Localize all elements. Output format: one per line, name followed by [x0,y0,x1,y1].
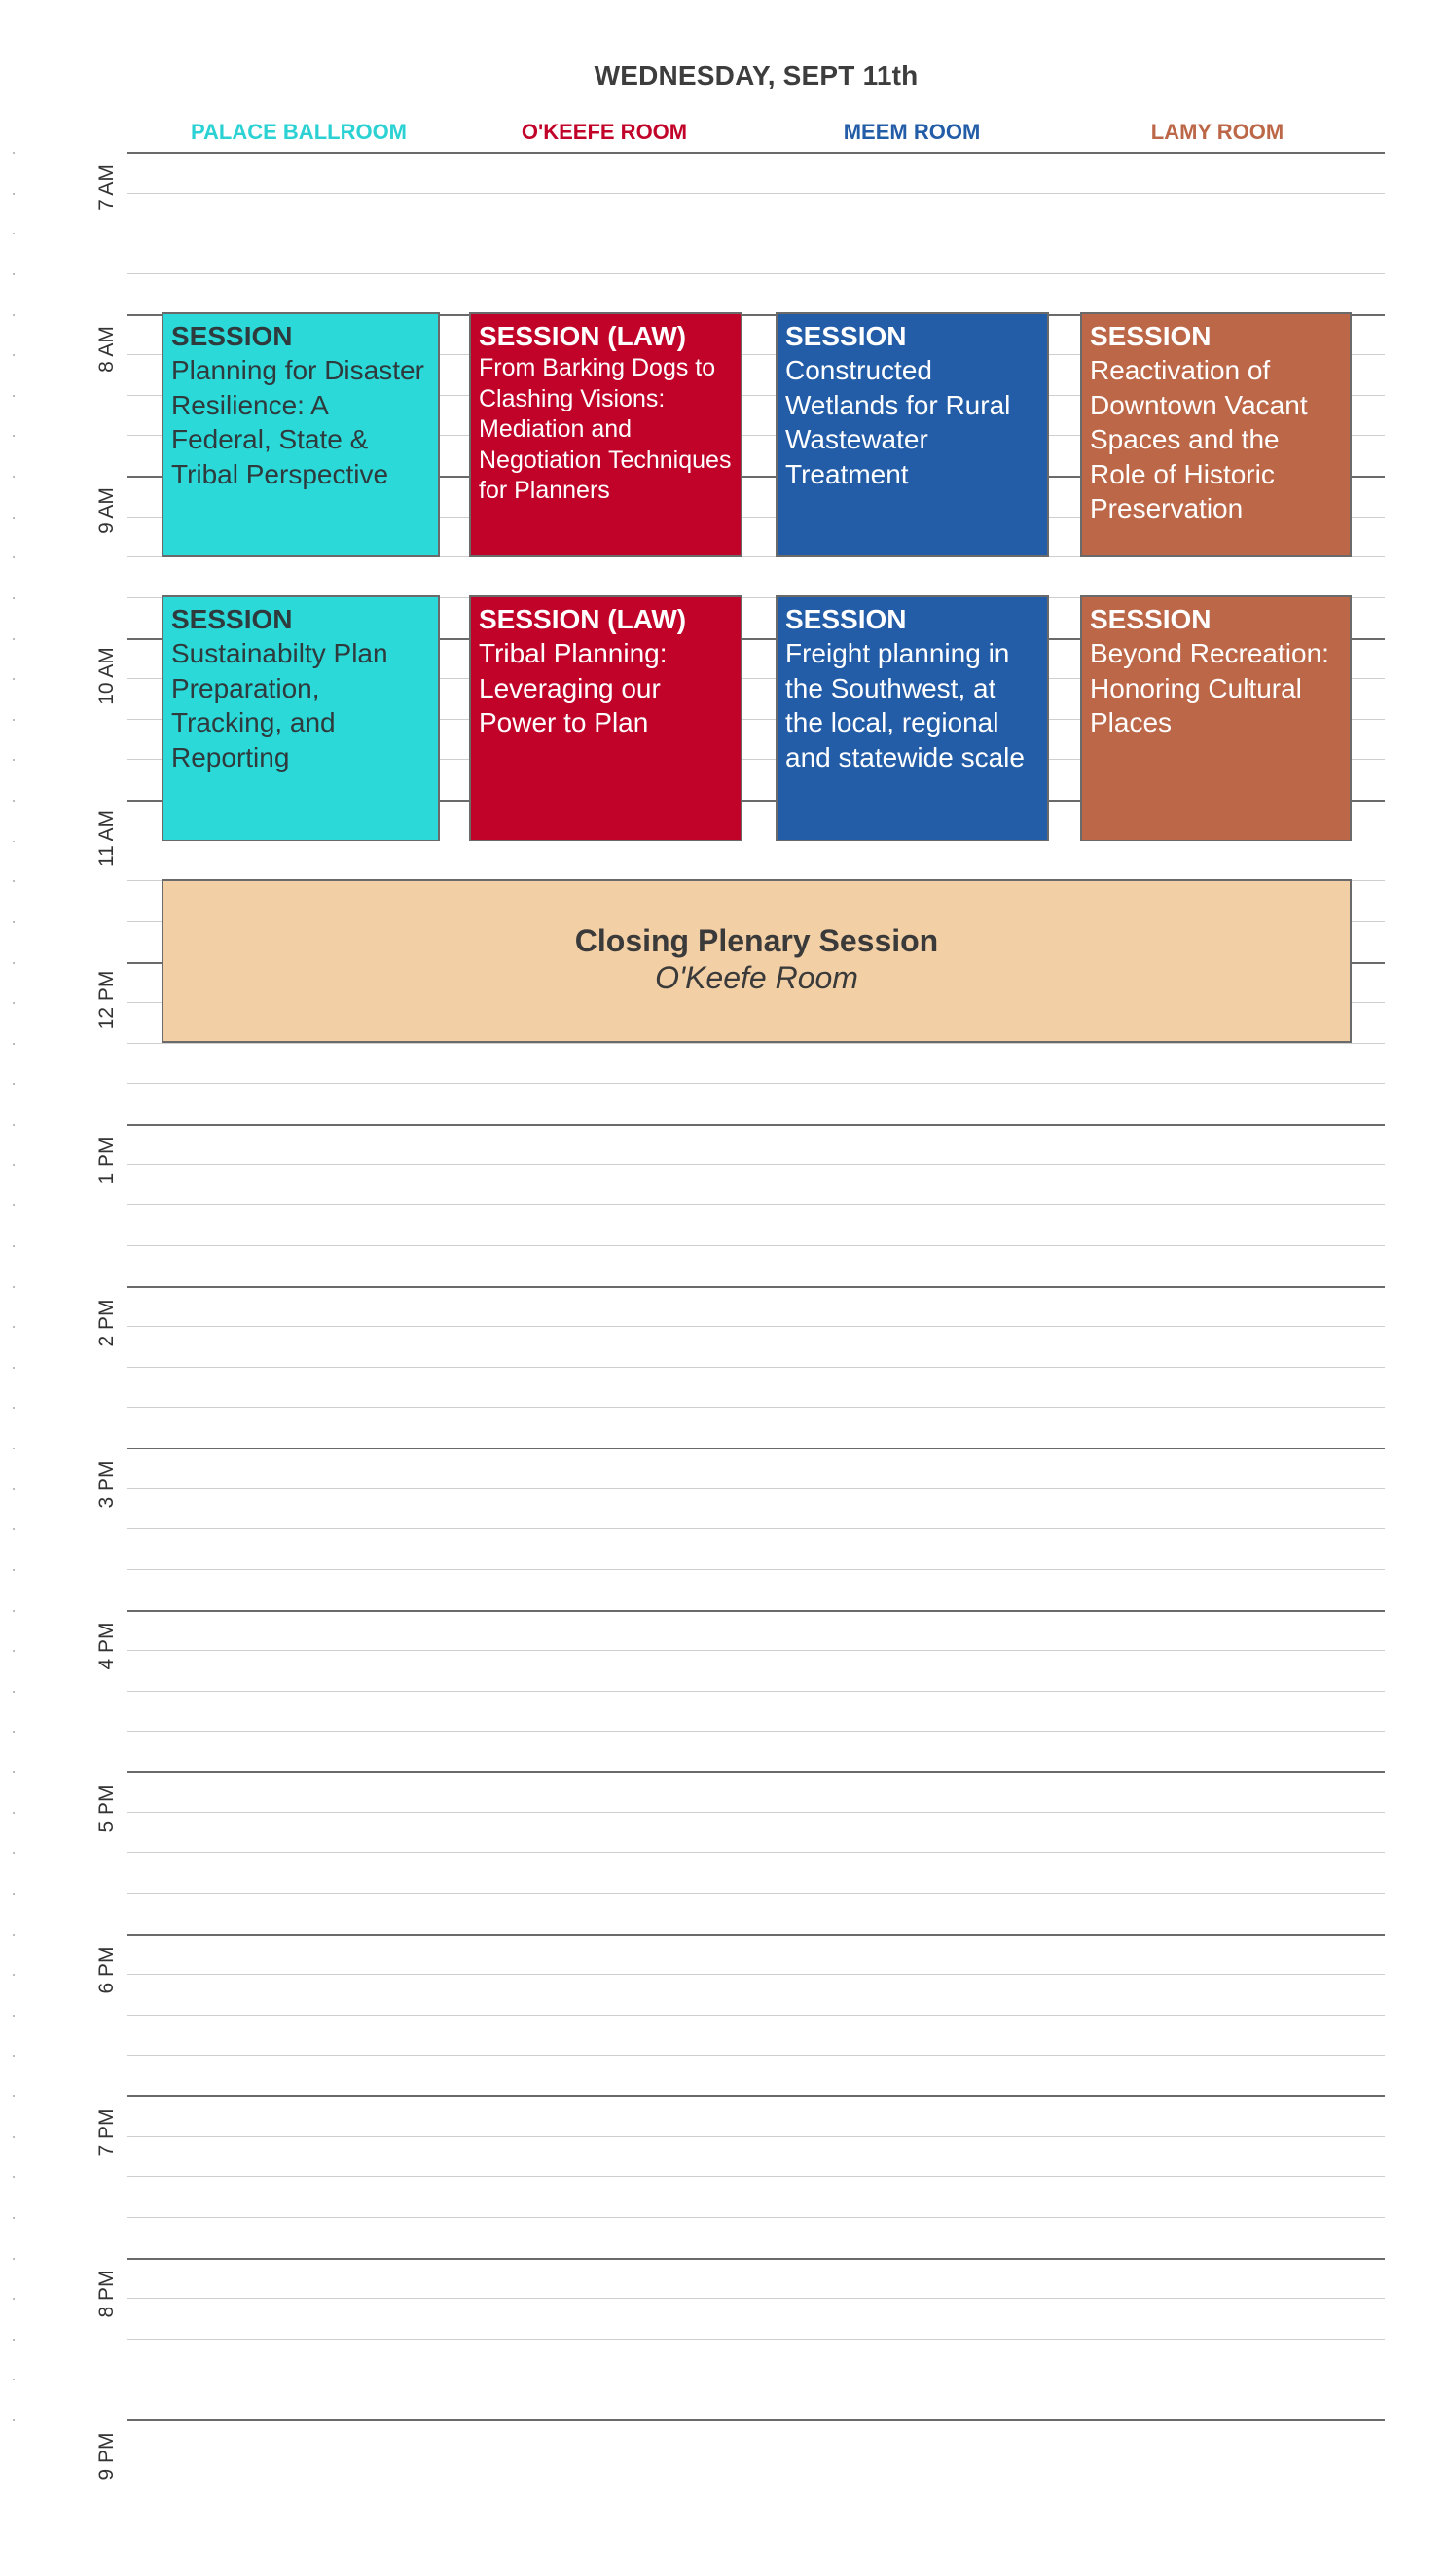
margin-tick [13,800,15,802]
quarter-gridline [127,1407,1385,1408]
margin-tick [13,1367,15,1369]
margin-tick [13,759,15,761]
time-label: 5 PM [95,1784,118,1833]
margin-tick [13,2379,15,2380]
session-card[interactable] [776,595,1049,841]
margin-tick [13,1771,15,1773]
time-label: 2 PM [95,1299,118,1347]
session-card[interactable] [162,312,440,557]
quarter-gridline [127,1326,1385,1327]
margin-tick [13,1569,15,1571]
session-heading: SESSION (LAW) [479,321,687,351]
time-label: 12 PM [95,970,118,1030]
time-label: 8 AM [95,326,118,373]
quarter-gridline [127,1569,1385,1570]
margin-tick [13,2136,15,2138]
margin-tick [13,880,15,882]
plenary-title: Closing Plenary Session [574,923,939,958]
margin-tick [13,2217,15,2219]
hour-gridline [127,1124,1385,1126]
session-card[interactable] [1080,595,1352,841]
quarter-gridline [127,1650,1385,1651]
quarter-gridline [127,1528,1385,1529]
time-label: 9 PM [95,2432,118,2481]
time-label: 7 PM [95,2108,118,2157]
time-label: 3 PM [95,1460,118,1509]
margin-tick [13,1488,15,1490]
margin-tick [13,1974,15,1976]
room-header-palace-ballroom: PALACE BALLROOM [190,120,408,144]
session-card[interactable] [776,312,1049,557]
margin-tick [13,556,15,558]
margin-tick [13,2055,15,2057]
time-label: 8 PM [95,2270,118,2318]
quarter-gridline [127,2339,1385,2340]
margin-tick [13,1204,15,1206]
quarter-gridline [127,2055,1385,2056]
session-title: Freight planning in the Southwest, at the local, regional and statewide scale [785,638,1025,772]
margin-tick [13,517,15,519]
margin-tick [13,1245,15,1247]
room-header-okeefe-room: O'KEEFE ROOM [521,120,688,144]
margin-tick [13,435,15,437]
hour-gridline [127,1771,1385,1773]
margin-tick [13,1731,15,1733]
margin-tick [13,2339,15,2341]
margin-tick [13,1164,15,1166]
session-heading: SESSION [171,604,293,634]
hour-gridline [127,1448,1385,1449]
hour-gridline [127,2419,1385,2421]
margin-tick [13,1691,15,1693]
margin-tick [13,2095,15,2097]
margin-tick [13,597,15,599]
session-title: Sustainabilty Plan Preparation, Tracking, and Reporting [171,638,388,772]
margin-tick [13,1893,15,1895]
margin-tick [13,1650,15,1652]
quarter-gridline [127,2136,1385,2137]
quarter-gridline [127,273,1385,274]
time-label: 6 PM [95,1946,118,1994]
margin-tick [13,2015,15,2017]
margin-tick [13,1610,15,1612]
quarter-gridline [127,1974,1385,1975]
margin-tick [13,1934,15,1936]
session-heading: SESSION (LAW) [479,604,687,634]
margin-tick [13,233,15,234]
hour-gridline [127,2258,1385,2260]
session-heading: SESSION [1090,604,1212,634]
hour-gridline [127,152,1385,154]
margin-tick [13,1812,15,1814]
session-heading: SESSION [1090,321,1212,351]
quarter-gridline [127,1691,1385,1692]
time-label: 9 AM [95,487,118,534]
margin-tick [13,719,15,721]
margin-tick [13,2176,15,2178]
session-heading: SESSION [785,321,907,351]
session-title: Tribal Planning: Leveraging our Power to Plan [479,638,668,737]
hour-gridline [127,1610,1385,1612]
session-title: From Barking Dogs to Clashing Visions: Mediation and Negotiation Techniques for Planners [479,354,732,504]
quarter-gridline [127,2298,1385,2299]
page-title: WEDNESDAY, SEPT 11th [594,60,919,90]
session-card[interactable] [469,595,742,841]
quarter-gridline [127,2176,1385,2177]
margin-tick [13,638,15,640]
margin-tick [13,1407,15,1409]
hour-gridline [127,1286,1385,1288]
margin-tick [13,314,15,316]
hour-gridline [127,2095,1385,2097]
session-card[interactable] [1080,312,1352,557]
margin-tick [13,962,15,964]
quarter-gridline [127,1852,1385,1853]
time-label: 1 PM [95,1136,118,1185]
session-heading: SESSION [785,604,907,634]
session-title: Reactivation of Downtown Vacant Spaces and the Role of Historic Preservation [1090,355,1308,523]
quarter-gridline [127,1488,1385,1489]
quarter-gridline [127,1812,1385,1813]
quarter-gridline [127,193,1385,194]
margin-tick [13,1852,15,1854]
margin-tick [13,152,15,154]
hour-gridline [127,1934,1385,1936]
margin-tick [13,921,15,923]
quarter-gridline [127,1367,1385,1368]
margin-tick [13,2298,15,2300]
quarter-gridline [127,1083,1385,1084]
quarter-gridline [127,1043,1385,1044]
quarter-gridline [127,2015,1385,2016]
quarter-gridline [127,2217,1385,2218]
margin-tick [13,2258,15,2260]
margin-tick [13,354,15,356]
session-card[interactable] [162,595,440,841]
room-header-meem-room: MEEM ROOM [843,120,981,144]
session-card[interactable] [469,312,742,557]
session-title: Planning for Disaster Resilience: A Federal, State & Tribal Perspective [171,355,424,489]
margin-tick [13,2419,15,2421]
quarter-gridline [127,1204,1385,1205]
margin-tick [13,841,15,842]
quarter-gridline [127,1164,1385,1165]
time-label: 10 AM [95,647,118,705]
quarter-gridline [127,1893,1385,1894]
room-header-lamy-room: LAMY ROOM [1150,120,1284,144]
margin-tick [13,1286,15,1288]
margin-tick [13,1043,15,1045]
margin-tick [13,1326,15,1328]
margin-tick [13,1528,15,1530]
margin-tick [13,395,15,397]
margin-tick [13,1083,15,1085]
margin-tick [13,273,15,275]
time-label: 11 AM [95,810,118,867]
margin-tick [13,1002,15,1004]
time-label: 7 AM [95,164,118,211]
margin-tick [13,678,15,680]
closing-plenary-card[interactable] [162,879,1352,1043]
plenary-room: O'Keefe Room [655,960,858,995]
margin-tick [13,193,15,195]
margin-tick [13,1124,15,1126]
session-heading: SESSION [171,321,293,351]
margin-tick [13,476,15,478]
session-title: Constructed Wetlands for Rural Wastewater Treatment [785,355,1011,489]
quarter-gridline [127,1731,1385,1732]
margin-tick [13,1448,15,1449]
quarter-gridline [127,1245,1385,1246]
session-title: Beyond Recreation: Honoring Cultural Places [1090,638,1329,737]
time-label: 4 PM [95,1622,118,1670]
